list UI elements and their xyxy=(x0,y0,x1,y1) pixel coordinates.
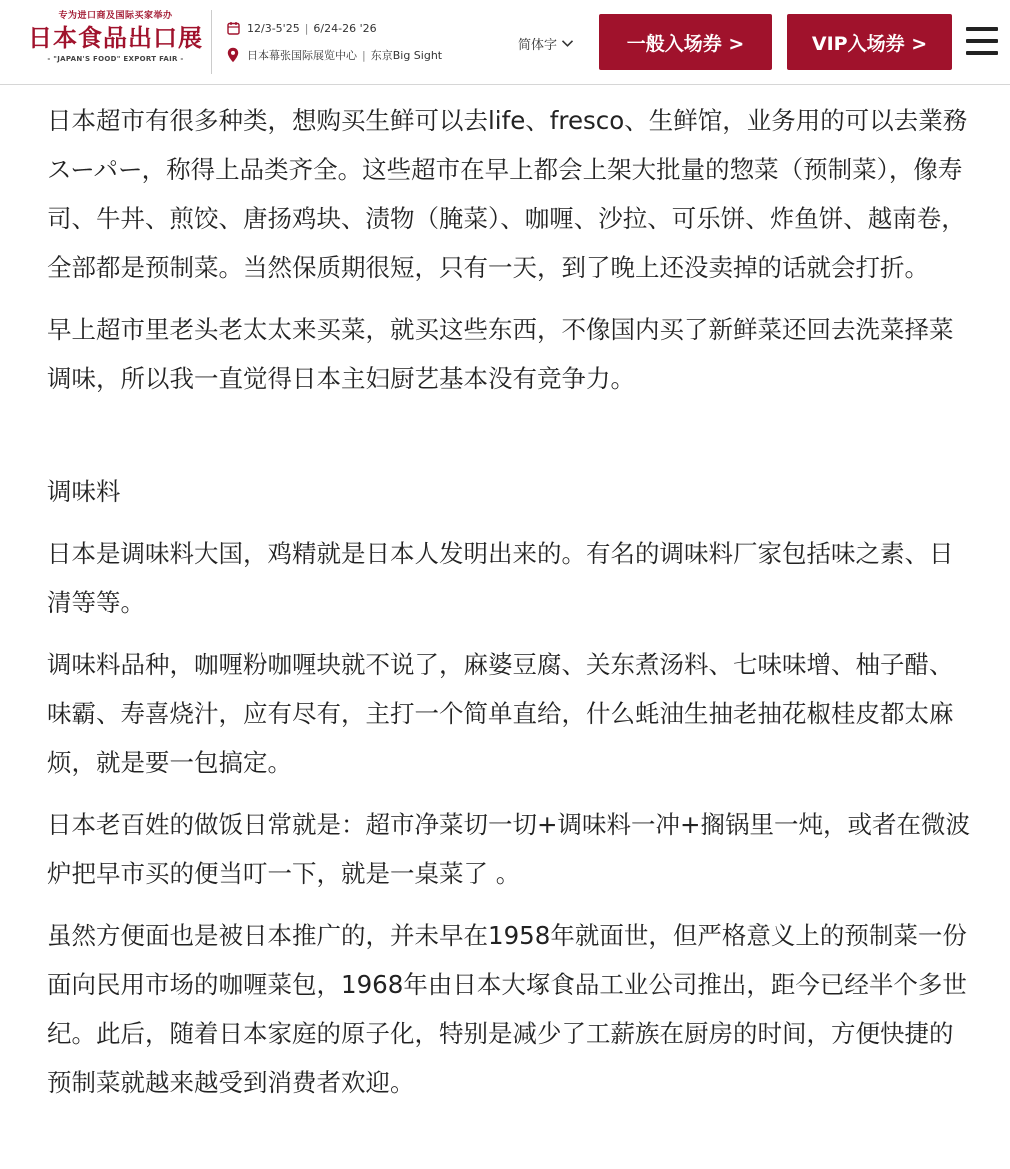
general-ticket-button[interactable]: 一般入场券 > xyxy=(599,14,772,70)
article-paragraph: 日本老百姓的做饭日常就是：超市净菜切一切+调味料一冲+搁锅里一炖，或者在微波炉把早市买的便当叮一下，就是一桌菜了 。 xyxy=(47,810,971,888)
venue-second: 东京Big Sight xyxy=(370,49,443,62)
event-info xyxy=(226,16,486,67)
map-pin-icon xyxy=(226,47,240,63)
date-second: 6/24-26 '26 xyxy=(313,21,377,35)
site-logo[interactable] xyxy=(28,10,203,72)
venue-first: 日本幕张国际展览中心 xyxy=(247,49,357,62)
logo-title: 日本食品出口展 xyxy=(28,23,203,52)
vip-ticket-button[interactable]: VIP入场券 > xyxy=(787,14,952,70)
header-divider xyxy=(211,10,212,74)
article-body xyxy=(47,96,972,1107)
event-venues xyxy=(226,43,486,67)
logo-subtitle: - "JAPAN'S FOOD" EXPORT FAIR - xyxy=(47,55,184,63)
logo-tagline: 专为进口商及国际买家举办 xyxy=(58,11,173,21)
date-first: 12/3-5'25 xyxy=(247,21,300,35)
hamburger-menu-icon[interactable] xyxy=(966,26,998,56)
language-selector[interactable] xyxy=(518,31,574,55)
article-paragraph: 调味料品种，咖喱粉咖喱块就不说了，麻婆豆腐、关东煮汤料、七味味增、柚子醋、味霸、寿喜烧汁，应有尽有，主打一个简单直给，什么蚝油生抽老抽花椒桂皮都太麻烦，就是要一包搞定。 xyxy=(47,650,954,777)
article-paragraph: 日本是调味料大国，鸡精就是日本人发明出来的。有名的调味料厂家包括味之素、日清等等。 xyxy=(47,539,954,617)
calendar-icon xyxy=(226,20,240,36)
date-separator: | xyxy=(304,21,309,35)
article-paragraph: 日本超市有很多种类，想购买生鲜可以去life、fresco、生鲜馆，业务用的可以去業務スーパー，称得上品类齐全。这些超市在早上都会上架大批量的惣菜（预制菜），像寿司、牛丼、煎饺、唐扬鸡块、渍物（腌菜）、咖喱、沙拉、可乐饼、炸鱼饼、越南卷，全部都是预制菜。当然保质期很短，只有一天，到了晚上还没卖掉的话就会打折。 xyxy=(47,106,968,282)
site-header xyxy=(0,0,1010,85)
language-label: 简体字 xyxy=(518,37,558,53)
section-heading: 调味料 xyxy=(47,477,121,506)
article-paragraph: 虽然方便面也是被日本推广的，并未早在1958年就面世，但严格意义上的预制菜一份面向民用市场的咖喱菜包，1968年由日本大塚食品工业公司推出，距今已经半个多世纪。此后，随着日本家庭的原子化，特别是减少了工薪族在厨房的时间，方便快捷的预制菜就越来越受到消费者欢迎。 xyxy=(47,921,967,1097)
article-paragraph: 早上超市里老头老太太来买菜，就买这些东西，不像国内买了新鲜菜还回去洗菜择菜调味，所以我一直觉得日本主妇厨艺基本没有竞争力。 xyxy=(47,315,954,393)
venue-separator: | xyxy=(362,48,366,62)
chevron-down-icon xyxy=(561,39,574,48)
event-dates xyxy=(226,16,486,40)
